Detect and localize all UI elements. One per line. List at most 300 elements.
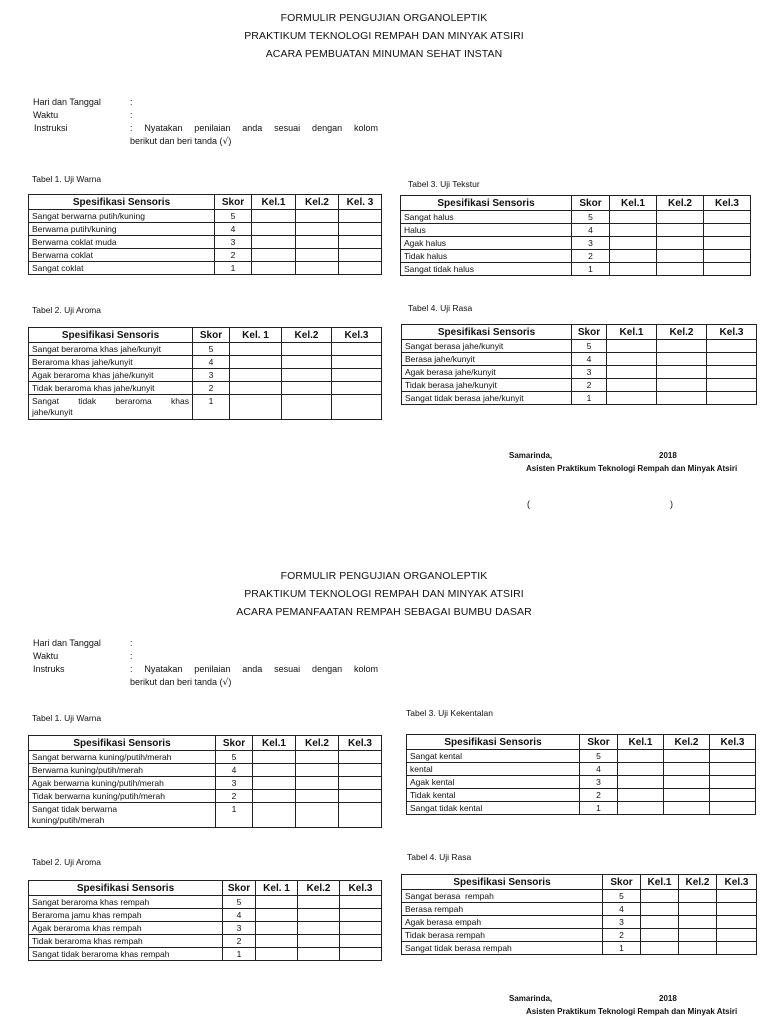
kel-2-cell[interactable] — [282, 343, 332, 356]
kel-2-cell[interactable] — [657, 353, 707, 366]
kel-1-cell[interactable] — [607, 379, 657, 392]
header-kel-2: Kel.2 — [679, 875, 717, 890]
header-skor: Skor — [603, 875, 641, 890]
kel-3-cell[interactable] — [340, 948, 382, 961]
spec-cell: Sangat tidak halus — [401, 263, 572, 276]
kel-2-cell[interactable] — [298, 922, 340, 935]
kel-2-cell[interactable] — [664, 750, 710, 763]
spec-cell: Tidak kental — [407, 789, 580, 802]
table-header-row — [29, 195, 382, 210]
instruction-text: : Nyatakan penilaian anda sesuai dengan kolom — [130, 664, 378, 674]
kel-3-cell[interactable] — [332, 356, 382, 369]
kel-2-cell[interactable] — [296, 777, 339, 790]
table-row — [407, 750, 756, 763]
table-row — [29, 356, 382, 369]
score-cell: 2 — [193, 382, 230, 395]
table-row — [29, 751, 382, 764]
table-row — [407, 789, 756, 802]
kel-1-cell[interactable] — [253, 777, 296, 790]
score-cell: 4 — [603, 903, 641, 916]
header-spesifikasi: Spesifikasi Sensoris — [407, 735, 580, 750]
kel-1-cell[interactable] — [618, 750, 664, 763]
score-cell: 2 — [603, 929, 641, 942]
table-row — [29, 395, 382, 420]
kel-1-cell[interactable] — [641, 903, 679, 916]
kel-1-cell[interactable] — [610, 237, 657, 250]
table-row — [401, 263, 751, 276]
score-cell: 2 — [572, 250, 610, 263]
score-cell: 3 — [572, 237, 610, 250]
kel-3-cell[interactable] — [707, 379, 757, 392]
kel-3-cell[interactable] — [339, 764, 382, 777]
table-row — [401, 224, 751, 237]
table-row — [402, 916, 757, 929]
kel-3-cell[interactable] — [707, 392, 757, 405]
kel-3-cell[interactable] — [707, 340, 757, 353]
table-row — [29, 896, 382, 909]
table-header-row — [29, 736, 382, 751]
kel-2-cell[interactable] — [657, 250, 704, 263]
spec-cell: Tidak berasa rempah — [402, 929, 603, 942]
spec-cell: Sangat kental — [407, 750, 580, 763]
score-cell: 5 — [193, 343, 230, 356]
header-kel-1: Kel.1 — [641, 875, 679, 890]
spec-cell: Sangat berasa rempah — [402, 890, 603, 903]
score-cell: 3 — [215, 236, 252, 249]
kel-1-cell[interactable] — [252, 262, 296, 275]
date-colon: : — [130, 638, 133, 648]
kel-3-cell[interactable] — [710, 763, 756, 776]
spec-cell: Berasa rempah — [402, 903, 603, 916]
header-kel-3: Kel.3 — [340, 881, 382, 896]
form-info-block — [33, 637, 378, 693]
score-cell: 5 — [580, 750, 618, 763]
table-row — [401, 211, 751, 224]
kel-2-cell[interactable] — [679, 929, 717, 942]
kel-3-cell[interactable] — [717, 903, 757, 916]
spec-line-2: jahe/kunyit — [32, 407, 73, 417]
kel-1-cell[interactable] — [641, 890, 679, 903]
table-row — [29, 262, 382, 275]
score-cell: 5 — [223, 896, 256, 909]
kel-1-cell[interactable] — [607, 366, 657, 379]
date-label: Hari dan Tanggal — [33, 638, 101, 648]
spec-line-1: Sangat tidak berwarna — [32, 804, 118, 814]
spec-cell: Agak beraroma khas jahe/kunyit — [29, 369, 193, 382]
header-spesifikasi: Spesifikasi Sensoris — [402, 325, 572, 340]
kel-1-cell[interactable] — [230, 369, 282, 382]
spec-cell — [29, 803, 216, 828]
kel-2-cell[interactable] — [296, 790, 339, 803]
header-kel-3: Kel.3 — [704, 196, 751, 211]
table-uji-aroma — [28, 880, 382, 961]
score-cell: 4 — [580, 763, 618, 776]
kel-3-cell[interactable] — [704, 211, 751, 224]
score-cell: 3 — [572, 366, 607, 379]
kel-3-cell[interactable] — [717, 942, 757, 955]
table-caption-aroma: Tabel 2. Uji Aroma — [32, 305, 101, 315]
kel-1-cell[interactable] — [607, 340, 657, 353]
header-kel-3: Kel.3 — [707, 325, 757, 340]
score-cell: 3 — [216, 777, 253, 790]
table-row — [407, 776, 756, 789]
spec-cell: Sangat berwarna kuning/putih/merah — [29, 751, 216, 764]
kel-1-cell[interactable] — [230, 382, 282, 395]
table-header-row — [402, 325, 757, 340]
signature-role: Asisten Praktikum Teknologi Rempah dan Minyak Atsiri — [526, 1007, 738, 1016]
header-spesifikasi: Spesifikasi Sensoris — [29, 195, 215, 210]
kel-3-cell[interactable] — [704, 224, 751, 237]
table-row — [29, 210, 382, 223]
kel-1-cell[interactable] — [253, 790, 296, 803]
kel-1-cell[interactable] — [252, 210, 296, 223]
kel-3-cell[interactable] — [332, 369, 382, 382]
kel-1-cell[interactable] — [641, 929, 679, 942]
table-row — [407, 763, 756, 776]
kel-1-cell[interactable] — [607, 392, 657, 405]
kel-2-cell[interactable] — [657, 211, 704, 224]
kel-2-cell[interactable] — [679, 942, 717, 955]
kel-2-cell[interactable] — [298, 909, 340, 922]
spec-cell: Sangat berasa jahe/kunyit — [402, 340, 572, 353]
kel-3-cell[interactable] — [704, 237, 751, 250]
table-row — [402, 353, 757, 366]
spec-cell: Sangat halus — [401, 211, 572, 224]
header-kel-3: Kel.3 — [339, 736, 382, 751]
score-cell: 4 — [193, 356, 230, 369]
score-cell: 2 — [572, 379, 607, 392]
table-caption-rasa: Tabel 4. Uji Rasa — [408, 303, 473, 313]
score-cell: 3 — [223, 922, 256, 935]
table-caption-rasa: Tabel 4. Uji Rasa — [407, 852, 472, 862]
score-cell: 1 — [603, 942, 641, 955]
table-row — [402, 379, 757, 392]
spec-cell: Sangat berwarna putih/kuning — [29, 210, 215, 223]
score-cell: 5 — [215, 210, 252, 223]
header-spesifikasi: Spesifikasi Sensoris — [401, 196, 572, 211]
header-kel-1: Kel.1 — [607, 325, 657, 340]
check-mark-icon: √ — [222, 137, 229, 147]
header-kel-1: Kel. 1 — [230, 328, 282, 343]
kel-3-cell[interactable] — [339, 249, 382, 262]
table-row — [402, 366, 757, 379]
kel-2-cell[interactable] — [298, 935, 340, 948]
kel-3-cell[interactable] — [340, 922, 382, 935]
spec-line-2: kuning/putih/merah — [32, 815, 105, 825]
kel-3-cell[interactable] — [707, 366, 757, 379]
kel-2-cell[interactable] — [664, 789, 710, 802]
table-row — [402, 903, 757, 916]
kel-2-cell[interactable] — [664, 763, 710, 776]
kel-3-cell[interactable] — [710, 750, 756, 763]
kel-3-cell[interactable] — [332, 395, 382, 420]
kel-2-cell[interactable] — [657, 340, 707, 353]
header-spesifikasi: Spesifikasi Sensoris — [29, 328, 193, 343]
kel-3-cell[interactable] — [339, 777, 382, 790]
table-row — [402, 942, 757, 955]
score-cell: 2 — [215, 249, 252, 262]
score-cell: 5 — [572, 340, 607, 353]
kel-1-cell[interactable] — [253, 764, 296, 777]
spec-cell: Tidak beraroma khas jahe/kunyit — [29, 382, 193, 395]
kel-1-cell[interactable] — [641, 942, 679, 955]
kel-3-cell[interactable] — [710, 789, 756, 802]
kel-3-cell[interactable] — [717, 890, 757, 903]
signature-open-paren: ( — [527, 499, 530, 509]
table-row — [29, 382, 382, 395]
kel-3-cell[interactable] — [704, 250, 751, 263]
date-colon: : — [130, 97, 133, 107]
signature-place: Samarinda, — [509, 451, 553, 460]
score-cell: 1 — [216, 803, 253, 828]
form-title-line-1: FORMULIR PENGUJIAN ORGANOLEPTIK — [280, 12, 488, 24]
header-kel-2: Kel.2 — [657, 196, 704, 211]
spec-cell: Beraroma jamu khas rempah — [29, 909, 223, 922]
kel-2-cell[interactable] — [298, 948, 340, 961]
kel-2-cell[interactable] — [657, 263, 704, 276]
table-row — [29, 777, 382, 790]
form-title-line-2: PRAKTIKUM TEKNOLOGI REMPAH DAN MINYAK ATSIRI — [244, 588, 524, 600]
spec-cell: Tidak berwarna kuning/putih/merah — [29, 790, 216, 803]
kel-2-cell[interactable] — [296, 751, 339, 764]
kel-3-cell[interactable] — [340, 909, 382, 922]
kel-2-cell[interactable] — [679, 916, 717, 929]
header-kel-2: Kel.2 — [664, 735, 710, 750]
kel-1-cell[interactable] — [256, 922, 298, 935]
header-kel-3: Kel.3 — [717, 875, 757, 890]
spec-cell: Sangat tidak berasa rempah — [402, 942, 603, 955]
table-row — [29, 236, 382, 249]
kel-2-cell[interactable] — [657, 392, 707, 405]
table-row — [407, 802, 756, 815]
table-caption-kekentalan: Tabel 3. Uji Kekentalan — [406, 708, 493, 718]
kel-1-cell[interactable] — [230, 356, 282, 369]
table-row — [402, 929, 757, 942]
score-cell: 5 — [603, 890, 641, 903]
table-row — [29, 343, 382, 356]
kel-1-cell[interactable] — [230, 395, 282, 420]
kel-2-cell[interactable] — [296, 236, 339, 249]
table-row — [29, 948, 382, 961]
kel-1-cell[interactable] — [256, 948, 298, 961]
kel-2-cell[interactable] — [679, 890, 717, 903]
score-cell: 2 — [216, 790, 253, 803]
score-cell: 2 — [223, 935, 256, 948]
kel-2-cell[interactable] — [657, 379, 707, 392]
kel-2-cell[interactable] — [657, 237, 704, 250]
kel-2-cell[interactable] — [664, 802, 710, 815]
table-row — [29, 369, 382, 382]
instruction-text-2-end: ) — [228, 136, 232, 146]
header-skor: Skor — [572, 325, 607, 340]
kel-2-cell[interactable] — [296, 764, 339, 777]
table-header-row — [29, 881, 382, 896]
table-header-row — [29, 328, 382, 343]
kel-1-cell[interactable] — [256, 896, 298, 909]
table-row — [401, 250, 751, 263]
kel-3-cell[interactable] — [339, 262, 382, 275]
instruction-text-2-start: berikut dan beri tanda ( — [130, 677, 223, 687]
table-row — [29, 935, 382, 948]
kel-2-cell[interactable] — [282, 382, 332, 395]
header-skor: Skor — [216, 736, 253, 751]
kel-2-cell[interactable] — [679, 903, 717, 916]
form-title-line-1: FORMULIR PENGUJIAN ORGANOLEPTIK — [280, 570, 488, 582]
kel-1-cell[interactable] — [610, 250, 657, 263]
table-caption-aroma: Tabel 2. Uji Aroma — [32, 857, 101, 867]
kel-3-cell[interactable] — [717, 916, 757, 929]
table-row — [29, 790, 382, 803]
header-kel-2: Kel.2 — [657, 325, 707, 340]
header-kel-1: Kel. 1 — [256, 881, 298, 896]
signature-close-paren: ) — [670, 499, 673, 509]
signature-place: Samarinda, — [509, 994, 553, 1003]
score-cell: 3 — [193, 369, 230, 382]
kel-2-cell[interactable] — [296, 262, 339, 275]
kel-1-cell[interactable] — [610, 211, 657, 224]
check-mark-icon: √ — [222, 678, 229, 688]
score-cell: 4 — [572, 353, 607, 366]
time-label: Waktu — [33, 110, 59, 120]
kel-3-cell[interactable] — [339, 751, 382, 764]
table-uji-aroma — [28, 327, 382, 420]
kel-1-cell[interactable] — [252, 236, 296, 249]
kel-2-cell[interactable] — [296, 803, 339, 828]
instruction-text-2 — [130, 135, 231, 149]
header-kel-2: Kel.2 — [296, 195, 339, 210]
score-cell: 5 — [572, 211, 610, 224]
header-kel-3: Kel.3 — [332, 328, 382, 343]
header-kel-3: Kel.3 — [710, 735, 756, 750]
score-cell: 1 — [193, 395, 230, 420]
kel-3-cell[interactable] — [339, 223, 382, 236]
spec-cell: Berasa jahe/kunyit — [402, 353, 572, 366]
instruction-text: : Nyatakan penilaian anda sesuai dengan kolom — [130, 123, 378, 133]
table-header-row — [401, 196, 751, 211]
kel-1-cell[interactable] — [253, 751, 296, 764]
spec-line-1: Sangat tidak beraroma khas — [32, 396, 189, 406]
kel-2-cell[interactable] — [657, 366, 707, 379]
kel-2-cell[interactable] — [296, 210, 339, 223]
kel-3-cell[interactable] — [340, 935, 382, 948]
kel-1-cell[interactable] — [256, 935, 298, 948]
kel-2-cell[interactable] — [664, 776, 710, 789]
spec-cell: Agak berasa empah — [402, 916, 603, 929]
table-row — [402, 392, 757, 405]
table-row — [402, 890, 757, 903]
score-cell: 1 — [215, 262, 252, 275]
spec-cell: Sangat tidak kental — [407, 802, 580, 815]
kel-1-cell[interactable] — [230, 343, 282, 356]
kel-2-cell[interactable] — [298, 896, 340, 909]
table-row — [29, 909, 382, 922]
kel-3-cell[interactable] — [710, 802, 756, 815]
score-cell: 1 — [223, 948, 256, 961]
spec-cell: Agak berasa jahe/kunyit — [402, 366, 572, 379]
kel-1-cell[interactable] — [610, 224, 657, 237]
score-cell: 3 — [580, 776, 618, 789]
header-kel-2: Kel.2 — [282, 328, 332, 343]
form-title-line-2: PRAKTIKUM TEKNOLOGI REMPAH DAN MINYAK ATSIRI — [244, 30, 524, 42]
kel-1-cell[interactable] — [252, 223, 296, 236]
kel-3-cell[interactable] — [339, 210, 382, 223]
date-label: Hari dan Tanggal — [33, 97, 101, 107]
header-skor: Skor — [572, 196, 610, 211]
table-row — [402, 340, 757, 353]
kel-2-cell[interactable] — [282, 395, 332, 420]
table-uji-kekentalan — [406, 734, 756, 815]
kel-1-cell[interactable] — [256, 909, 298, 922]
kel-3-cell[interactable] — [339, 790, 382, 803]
signature-role: Asisten Praktikum Teknologi Rempah dan Minyak Atsiri — [526, 464, 738, 473]
kel-3-cell[interactable] — [704, 263, 751, 276]
kel-3-cell[interactable] — [717, 929, 757, 942]
kel-1-cell[interactable] — [610, 263, 657, 276]
kel-3-cell[interactable] — [340, 896, 382, 909]
kel-1-cell[interactable] — [618, 802, 664, 815]
score-cell: 1 — [572, 263, 610, 276]
kel-2-cell[interactable] — [282, 356, 332, 369]
table-caption-warna: Tabel 1. Uji Warna — [32, 713, 102, 723]
spec-cell: Beraroma khas jahe/kunyit — [29, 356, 193, 369]
instruction-text-2-start: berikut dan beri tanda ( — [130, 136, 223, 146]
kel-1-cell[interactable] — [253, 803, 296, 828]
kel-1-cell[interactable] — [607, 353, 657, 366]
kel-2-cell[interactable] — [296, 249, 339, 262]
kel-3-cell[interactable] — [707, 353, 757, 366]
kel-1-cell[interactable] — [618, 763, 664, 776]
instruction-label: Instruks — [33, 664, 65, 674]
form-title-line-3: ACARA PEMANFAATAN REMPAH SEBAGAI BUMBU DASAR — [236, 606, 532, 618]
spec-cell: kental — [407, 763, 580, 776]
table-row — [29, 764, 382, 777]
spec-cell: Halus — [401, 224, 572, 237]
kel-3-cell[interactable] — [332, 343, 382, 356]
kel-1-cell[interactable] — [618, 789, 664, 802]
header-skor: Skor — [215, 195, 252, 210]
kel-3-cell[interactable] — [339, 236, 382, 249]
kel-1-cell[interactable] — [618, 776, 664, 789]
header-kel-1: Kel.1 — [618, 735, 664, 750]
form-title-line-3: ACARA PEMBUATAN MINUMAN SEHAT INSTAN — [265, 48, 503, 60]
score-cell: 4 — [572, 224, 610, 237]
table-caption-warna: Tabel 1. Uji Warna — [32, 174, 102, 184]
kel-3-cell[interactable] — [339, 803, 382, 828]
spec-cell: Tidak beraroma khas rempah — [29, 935, 223, 948]
spec-cell: Sangat tidak berasa jahe/kunyit — [402, 392, 572, 405]
instruction-text-2 — [130, 676, 231, 690]
form-info-block — [33, 96, 378, 152]
kel-3-cell[interactable] — [332, 382, 382, 395]
score-cell: 4 — [215, 223, 252, 236]
spec-cell: Sangat beraroma khas jahe/kunyit — [29, 343, 193, 356]
header-spesifikasi: Spesifikasi Sensoris — [29, 736, 216, 751]
kel-2-cell[interactable] — [296, 223, 339, 236]
kel-3-cell[interactable] — [710, 776, 756, 789]
kel-2-cell[interactable] — [657, 224, 704, 237]
spec-cell: Agak beraroma khas rempah — [29, 922, 223, 935]
score-cell: 2 — [580, 789, 618, 802]
time-colon: : — [130, 651, 133, 661]
instruction-label: Instruksi — [34, 123, 68, 133]
spec-cell — [29, 395, 193, 420]
kel-1-cell[interactable] — [641, 916, 679, 929]
score-cell: 1 — [572, 392, 607, 405]
kel-2-cell[interactable] — [282, 369, 332, 382]
header-kel-2: Kel.2 — [296, 736, 339, 751]
spec-cell: Berwarna coklat muda — [29, 236, 215, 249]
kel-1-cell[interactable] — [252, 249, 296, 262]
